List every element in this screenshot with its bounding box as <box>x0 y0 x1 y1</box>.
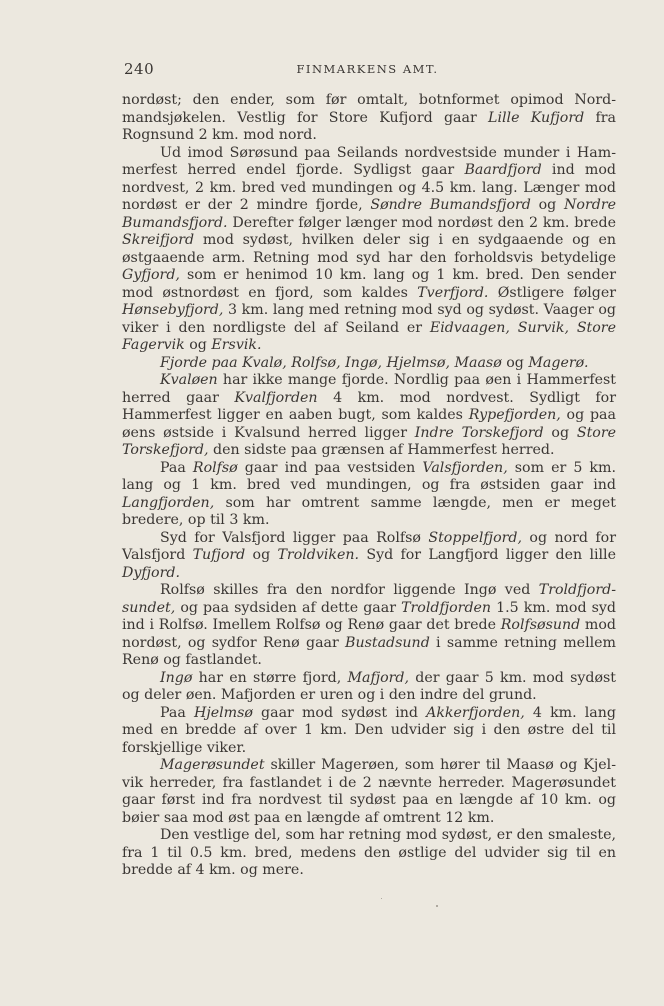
italic-place-name: Indre Torskefjord <box>414 424 544 441</box>
italic-place-name: Baardfjord <box>464 162 542 178</box>
text-run: Syd for Langfjord ligger den lille <box>359 547 616 563</box>
paragraph <box>122 92 616 145</box>
paragraph <box>122 827 616 880</box>
text-run: og <box>501 354 529 371</box>
paper-speck <box>436 905 438 907</box>
italic-place-name: Eidvaagen, Survik, Store Fagervik <box>122 319 616 353</box>
text-run: Syd for Valsfjord ligger paa Rolfsø <box>160 529 429 546</box>
italic-place-name: Rolfsøsund <box>500 617 581 633</box>
italic-place-name: Hønsebyfjord, <box>122 302 224 318</box>
italic-place-name: Troldfjordsundet, <box>122 582 616 616</box>
text-run: og paa øens østside i Kvalsund herred ligger <box>122 407 616 441</box>
paragraph <box>122 670 616 705</box>
text-run: den sidste paa grænsen af Hammerfest herred. <box>208 442 555 458</box>
italic-place-name: Bustadsund <box>345 634 430 651</box>
italic-place-name: Rolfsø <box>192 459 238 476</box>
italic-place-name: Søndre Bumandsfjord <box>370 197 531 213</box>
paragraph <box>122 372 616 460</box>
body-text <box>122 92 616 880</box>
text-run: Østligere følger <box>488 284 616 301</box>
italic-place-name: Tverfjord. <box>417 284 489 301</box>
text-run: Derefter følger længer mod nordøst den 2 km. brede <box>227 214 616 231</box>
text-run: 4 km. lang med en bredde af over 1 km. Den udvider sig i den østre del til forskjellige viker. <box>122 704 616 756</box>
text-run: gaar ind paa vestsiden <box>237 459 423 476</box>
italic-place-name: Tufjord <box>192 547 246 563</box>
text-run: og paa sydsiden af dette gaar <box>175 599 402 616</box>
italic-place-name: Magerøsundet <box>160 757 265 773</box>
text-run: Ud imod Sørøsund paa Seilands nordvestside munder i Hammerfest herred endel fjorde. Sydligst gaar <box>122 144 616 178</box>
italic-place-name: Kvaløen <box>160 372 218 388</box>
paragraph <box>122 145 616 355</box>
italic-place-name: Dyfjord. <box>122 564 180 581</box>
paragraph <box>122 355 616 373</box>
text-run: Rolfsø skilles fra den nordfor liggende Ingø ved <box>160 582 539 598</box>
italic-place-name: Kvalfjorden <box>234 389 318 406</box>
paragraph <box>122 757 616 827</box>
italic-place-name: Ingø <box>160 669 193 686</box>
text-run: Den vestlige del, som har retning mod sydøst, er den smaleste, fra 1 til 0.5 km. bred, medens den østlige del udvider sig til en bredde af 4 km. og mere. <box>122 827 616 878</box>
text-run: har en større fjord, <box>192 669 348 686</box>
italic-place-name: Gyfjord, <box>122 267 180 283</box>
paper-speck <box>381 898 382 899</box>
text-run: og <box>184 337 212 353</box>
text-run: har ikke mange fjorde. Nordlig paa øen i Hammerfest herred gaar <box>122 372 616 406</box>
italic-place-name: Mafjord, <box>347 669 410 686</box>
page-number: 240 <box>124 60 155 78</box>
text-run: 3 km. lang med retning mod syd og sydøst. Vaager og viker i den nordligste del af Seiland er <box>122 302 616 336</box>
italic-place-name: Stoppelfjord, <box>428 529 523 546</box>
text-run: ind mod nordvest, 2 km. bred ved mundingen og 4.5 km. lang. Længer mod nordøst er der 2 mindre fjorde, <box>122 162 616 213</box>
italic-place-name: Rypefjorden, <box>468 407 561 423</box>
text-run: fra Rognsund 2 km. mod nord. <box>122 109 616 143</box>
paragraph <box>122 530 616 583</box>
italic-place-name: Akkerfjorden, <box>426 704 525 721</box>
text-run: 4 km. mod nordvest. Sydligt for Hammerfest ligger en aaben bugt, som kaldes <box>122 389 616 423</box>
italic-place-name: Troldfjorden <box>401 599 492 616</box>
italic-place-name: Store Torskefjord, <box>122 424 616 458</box>
italic-place-name: Nordre Bumandsfjord. <box>122 197 616 231</box>
italic-place-name: Langfjorden, <box>122 494 215 511</box>
italic-place-name: Skreifjord <box>122 232 195 248</box>
text-run: mod nordøst, og sydfor Renø gaar <box>122 617 616 651</box>
text-run: som har omtrent samme længde, men er meget bredere, op til 3 km. <box>122 494 616 528</box>
text-run: Paa <box>160 459 193 476</box>
text-run: 1.5 km. mod syd ind i Rolfsø. Imellem Rolfsø og Renø gaar det brede <box>122 599 616 633</box>
italic-place-name: Troldviken. <box>277 547 360 563</box>
text-run: gaar mod sydøst ind <box>252 704 427 721</box>
italic-place-name: Ersvik. <box>211 337 262 353</box>
text-run: Paa <box>160 704 194 721</box>
italic-place-name: Fjorde paa Kvalø, Rolfsø, Ingø, Hjelmsø, Maasø <box>160 354 502 371</box>
text-run: og <box>245 547 278 563</box>
text-run: der gaar 5 km. mod sydøst og deler øen. Mafjorden er uren og i den indre del grund. <box>122 669 616 703</box>
italic-place-name: Magerø. <box>528 354 589 371</box>
italic-place-name: Hjelmsø <box>193 704 253 721</box>
paragraph <box>122 582 616 670</box>
text-run: som er 5 km. lang og 1 km. bred ved mundingen, og fra østsiden gaar ind <box>122 459 616 493</box>
page-header <box>120 60 615 82</box>
text-run: mod sydøst, hvilken deler sig i en sydgaaende og en østgaaende arm. Retning mod syd har den forholdsvis betydelige <box>122 232 616 266</box>
text-run: i samme retning mellem Renø og fastlandet. <box>122 634 616 668</box>
running-title: FINMARKENS AMT. <box>296 62 439 76</box>
text-run: og <box>543 424 577 441</box>
text-run: og <box>530 197 564 213</box>
paragraph <box>122 460 616 530</box>
text-run: som er henimod 10 km. lang og 1 km. bred. Den sender mod østnordøst en fjord, som kaldes <box>122 267 616 301</box>
italic-place-name: Valsfjorden, <box>422 459 508 476</box>
italic-place-name: Lille Kufjord <box>488 109 585 126</box>
text-run: nordøst; den ender, som før omtalt, botnformet opimod Nordmandsjøkelen. Vestlig for Store Kufjord gaar <box>122 92 616 126</box>
paragraph <box>122 705 616 758</box>
text-run: skiller Magerøen, som hører til Maasø og Kjelvik herreder, fra fastlandet i de 2 nævnte herreder. Magerøsundet gaar først ind fra nordvest til sydøst paa en længde af 10 km. og bøier saa mod øst paa en længde af omtrent 12 km. <box>122 757 616 826</box>
text-run: og nord for Valsfjord <box>122 529 616 563</box>
